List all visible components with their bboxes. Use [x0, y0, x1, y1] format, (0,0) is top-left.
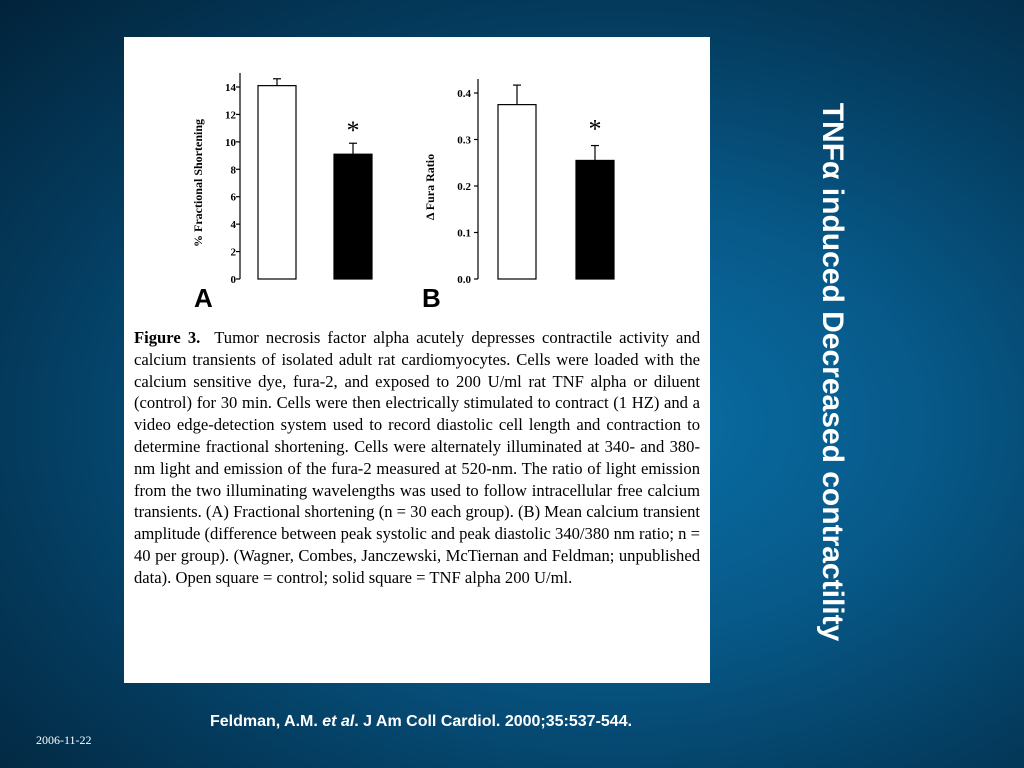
y-tick-label: 0 [230, 274, 236, 286]
y-tick-label: 6 [230, 191, 236, 204]
figure-caption [134, 327, 700, 589]
panel-label-a: A [194, 283, 213, 313]
y-tick-label: 0.1 [457, 227, 471, 240]
y-axis-label: % Fractional Shortening [191, 119, 205, 247]
citation-journal: . J Am Coll Cardiol. 2000;35:537-544. [354, 713, 633, 730]
bar-control [258, 86, 296, 279]
y-tick-label: 0.2 [457, 181, 471, 193]
citation-authors: Feldman, A.M. [209, 713, 323, 730]
bar-tnf [576, 160, 614, 279]
fura-ratio-chart [416, 37, 710, 322]
y-axis-label: Δ Fura Ratio [423, 153, 437, 221]
bar-control [498, 105, 536, 279]
panel-label-b: B [422, 283, 441, 313]
y-tick-label: 2 [230, 246, 236, 259]
y-tick-label: 14 [225, 82, 236, 94]
bar-tnf [334, 154, 372, 279]
slide-title: TNFα induced Decreased contractility [816, 102, 849, 642]
y-tick-label: 4 [230, 219, 236, 232]
citation [0, 713, 842, 731]
y-tick-label: 0.4 [457, 88, 471, 100]
significance-marker: * [588, 114, 602, 144]
figure-image [124, 37, 710, 683]
y-tick-label: 0.3 [457, 134, 471, 147]
y-tick-label: 12 [225, 109, 236, 122]
caption-label: Figure 3. [134, 328, 201, 347]
citation-etal: et al [322, 713, 355, 730]
y-tick-label: 8 [230, 164, 236, 177]
y-tick-label: 10 [225, 136, 236, 149]
y-tick-label: 0.0 [457, 274, 471, 286]
significance-marker: * [346, 116, 360, 146]
fractional-shortening-chart [124, 37, 414, 322]
date-stamp: 2006-11-22 [36, 733, 92, 747]
caption-text: Tumor necrosis factor alpha acutely depresses contractile activity and calcium transients of isolated adult rat cardiomyocytes. Cells were loaded with the calcium sensitive dye, fura-2, and exposed to 200 U/ml rat TNF alpha or diluent (control) for 30 min. Cells were then electrically stimulated to contract (1 HZ) and a video edge-detection system used to record diastolic cell length and contraction to determine fractional shortening. Cells were alternately illuminated at 340- and 380-nm light and emission of the fura-2 measured at 520-nm. The ratio of light emission from the two illuminating wavelengths was used to follow intracellular free calcium transients. (A) Fractional shortening (n = 30 each group). (B) Mean calcium transient amplitude (difference between peak systolic and peak diastolic 340/380 nm ratio; n = 40 per group). (Wagner, Combes, Janczewski, McTiernan and Feldman; unpublished data). Open square = control; solid square = TNF alpha 200 U/ml. [134, 328, 701, 587]
